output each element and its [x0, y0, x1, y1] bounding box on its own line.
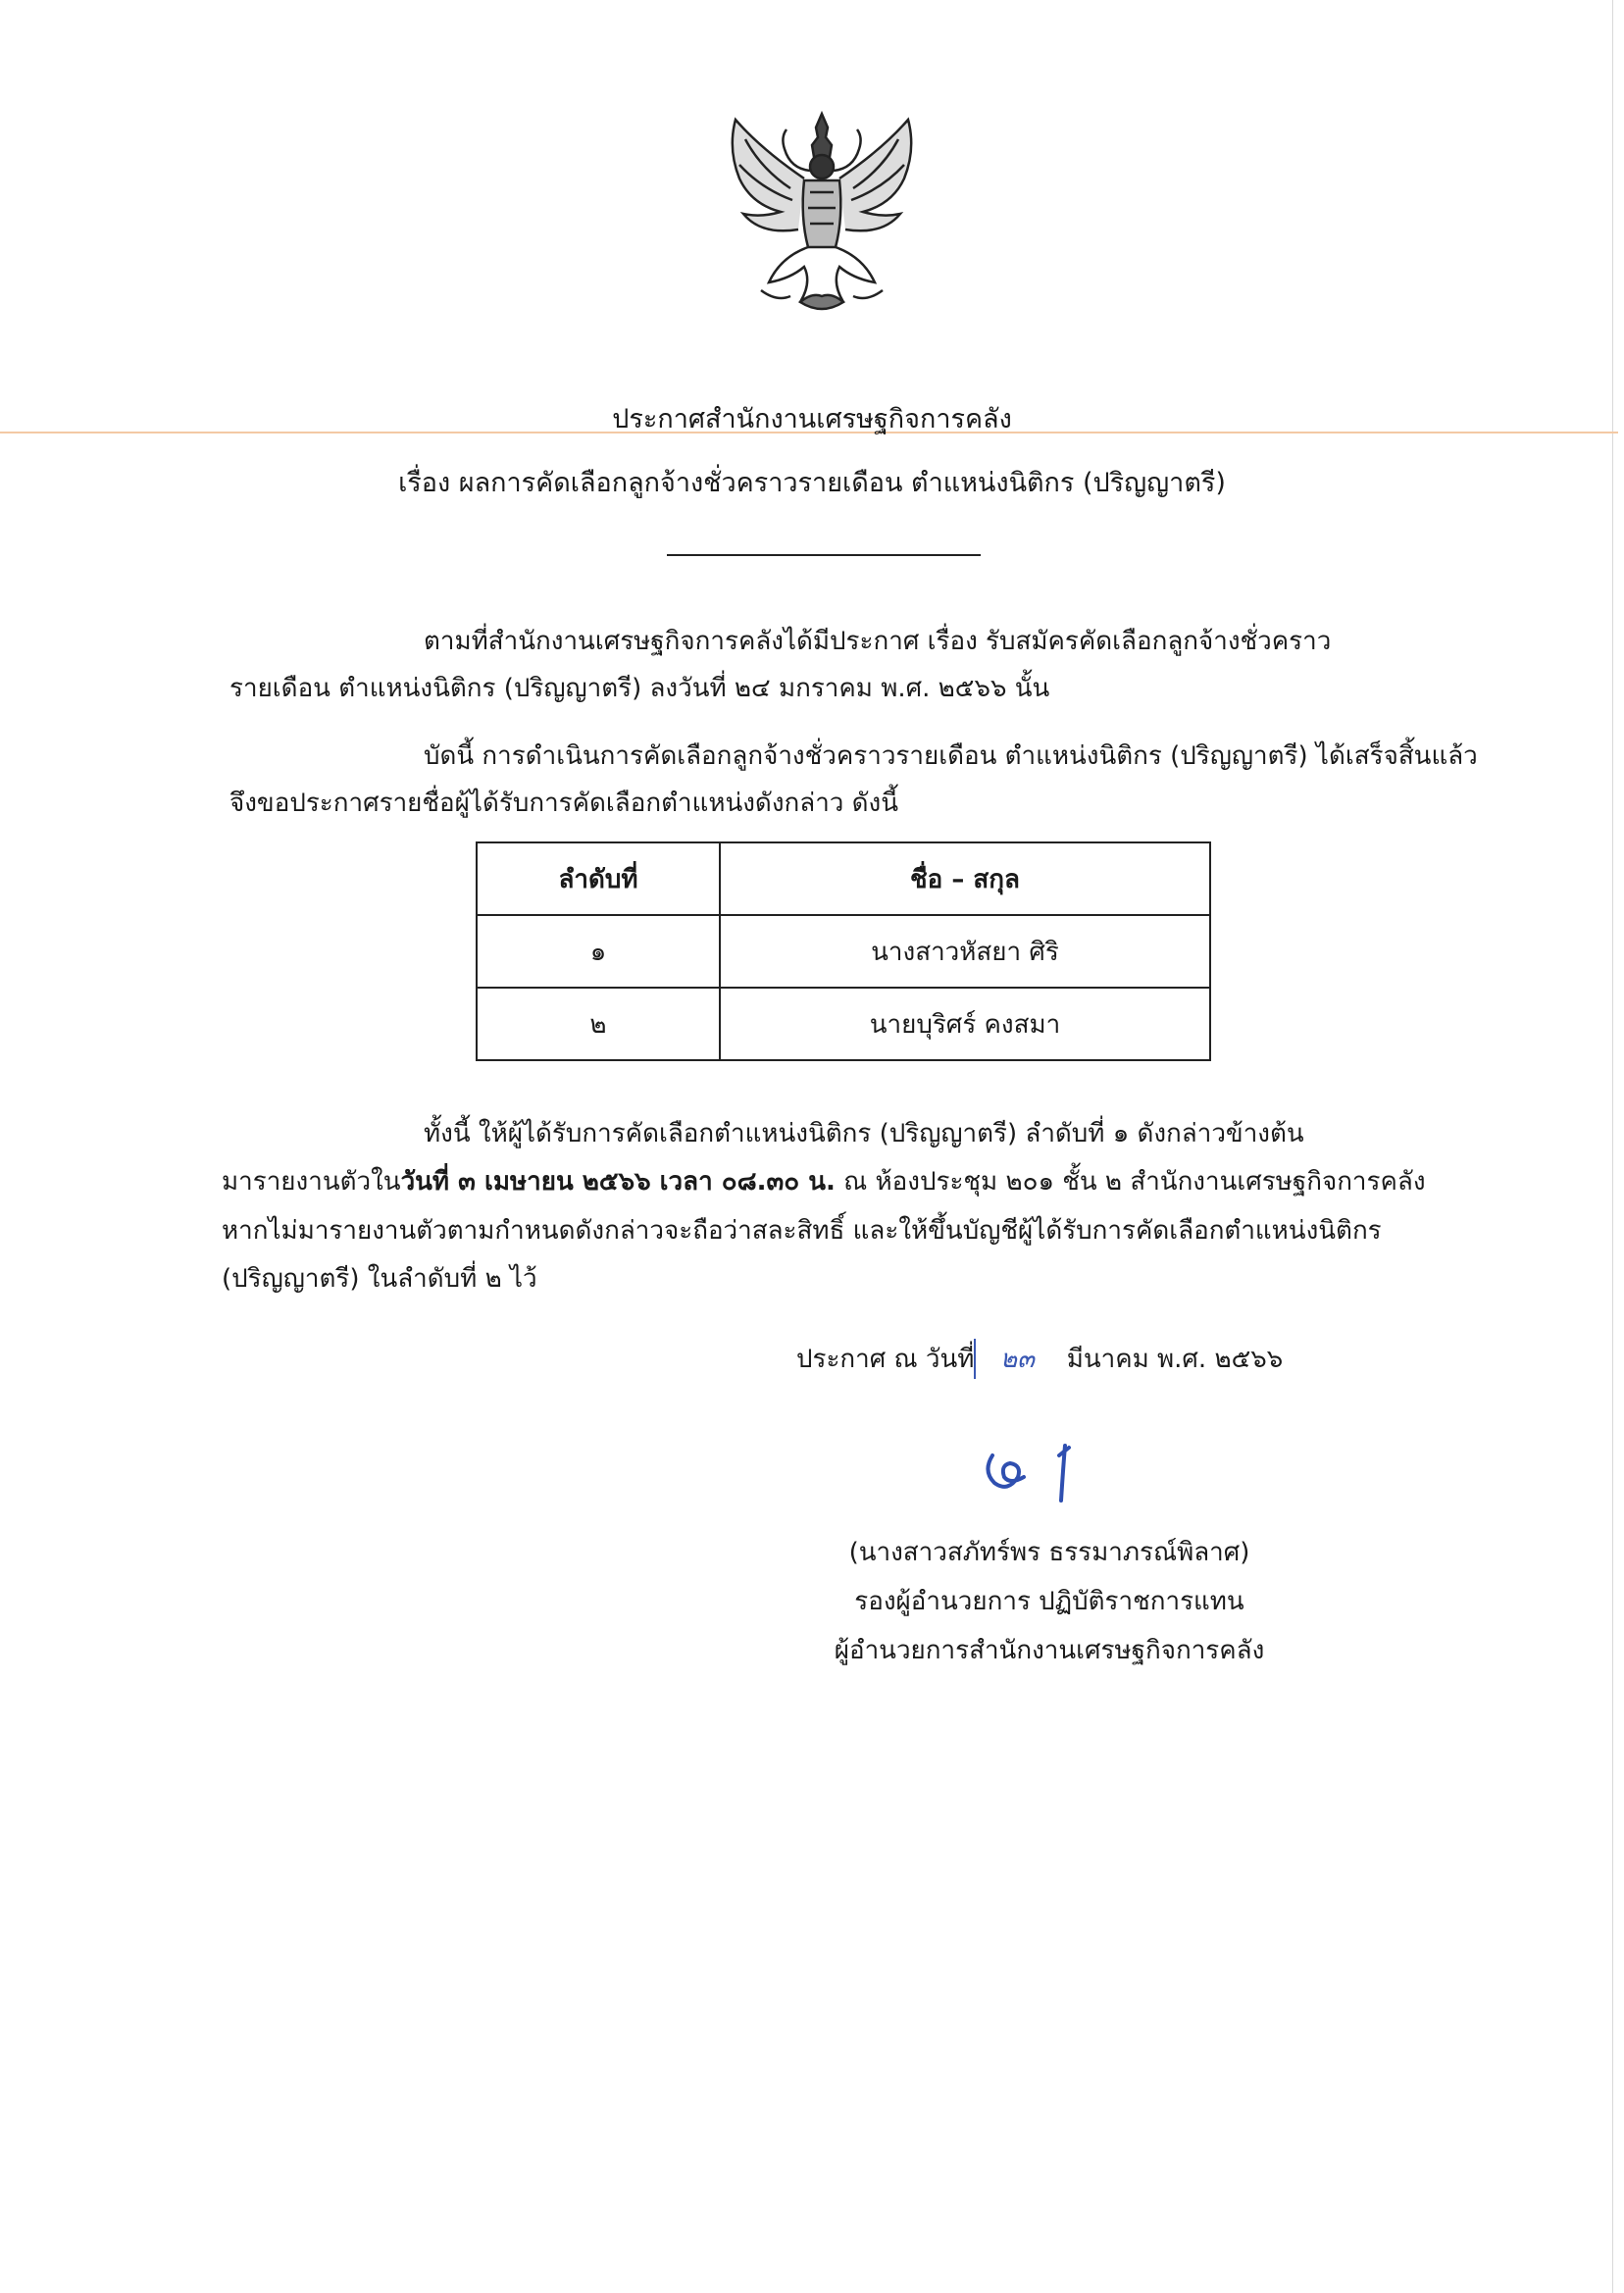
handwritten-date-day: ๒๓ [974, 1339, 1058, 1379]
row-name: นายบุริศร์ คงสมา [720, 988, 1210, 1060]
selection-results-table [476, 841, 1211, 1061]
closing-line-4: (ปริญญาตรี) ในลำดับที่ ๒ ไว้ [222, 1264, 537, 1294]
signatory-title-line-2: ผู้อำนวยการสำนักงานเศรษฐกิจการคลัง [834, 1636, 1265, 1665]
column-header-order: ลำดับที่ [477, 842, 720, 915]
row-order: ๑ [477, 915, 720, 988]
title-divider [667, 554, 981, 556]
closing-line-2 [222, 1161, 1426, 1201]
date-suffix: มีนาคม พ.ศ. ๒๕๖๖ [1058, 1345, 1284, 1374]
paragraph-1-line-2: รายเดือน ตำแหน่งนิติกร (ปริญญาตรี) ลงวันที่ ๒๔ มกราคม พ.ศ. ๒๕๖๖ นั้น [229, 674, 1050, 703]
signatory-title-line-1: รองผู้อำนวยการ ปฏิบัติราชการแทน [854, 1587, 1244, 1616]
report-date-time: วันที่ ๓ เมษายน ๒๕๖๖ เวลา ๐๘.๓๐ น. [400, 1167, 836, 1197]
page-edge-line [1612, 0, 1613, 2293]
date-prefix: ประกาศ ณ วันที่ [796, 1345, 975, 1374]
closing-line-3: หากไม่มารายงานตัวตามกำหนดดังกล่าวจะถือว่าสละสิทธิ์ และให้ขึ้นบัญชีผู้ได้รับการคัดเลือกตำแหน่งนิติกร [222, 1216, 1382, 1246]
closing-line-1: ทั้งนี้ ให้ผู้ได้รับการคัดเลือกตำแหน่งนิติกร (ปริญญาตรี) ลำดับที่ ๑ ดังกล่าวข้างต้น [424, 1119, 1304, 1148]
table-header-row [477, 842, 1210, 915]
row-order: ๒ [477, 988, 720, 1060]
row-name: นางสาวหัสยา ศิริ [720, 915, 1210, 988]
announcement-subject: เรื่อง ผลการคัดเลือกลูกจ้างชั่วคราวรายเดือน ตำแหน่งนิติกร (ปริญญาตรี) [398, 468, 1226, 498]
table-row [477, 915, 1210, 988]
announcement-date-line [796, 1339, 1283, 1379]
paragraph-2-line-1: บัดนี้ การดำเนินการคัดเลือกลูกจ้างชั่วคราวรายเดือน ตำแหน่งนิติกร (ปริญญาตรี) ได้เสร็จสิ้นแล้ว [424, 741, 1478, 771]
paragraph-2-line-2: จึงขอประกาศรายชื่อผู้ได้รับการคัดเลือกตำแหน่งดังกล่าว ดังนี้ [229, 789, 899, 818]
closing-line-2-prefix: มารายงานตัวใน [222, 1167, 401, 1197]
garuda-emblem-icon [722, 110, 922, 316]
paragraph-1-line-1: ตามที่สำนักงานเศรษฐกิจการคลังได้มีประกาศ เรื่อง รับสมัครคัดเลือกลูกจ้างชั่วคราว [424, 627, 1332, 656]
handwritten-signature-icon [981, 1442, 1098, 1504]
signatory-name: (นางสาวสภัทร์พร ธรรมาภรณ์พิลาศ) [848, 1538, 1250, 1567]
announcement-title: ประกาศสำนักงานเศรษฐกิจการคลัง [612, 404, 1012, 434]
table-row [477, 988, 1210, 1060]
closing-line-2-suffix: ณ ห้องประชุม ๒๐๑ ชั้น ๒ สำนักงานเศรษฐกิจการคลัง [835, 1167, 1426, 1197]
column-header-name: ชื่อ – สกุล [720, 842, 1210, 915]
